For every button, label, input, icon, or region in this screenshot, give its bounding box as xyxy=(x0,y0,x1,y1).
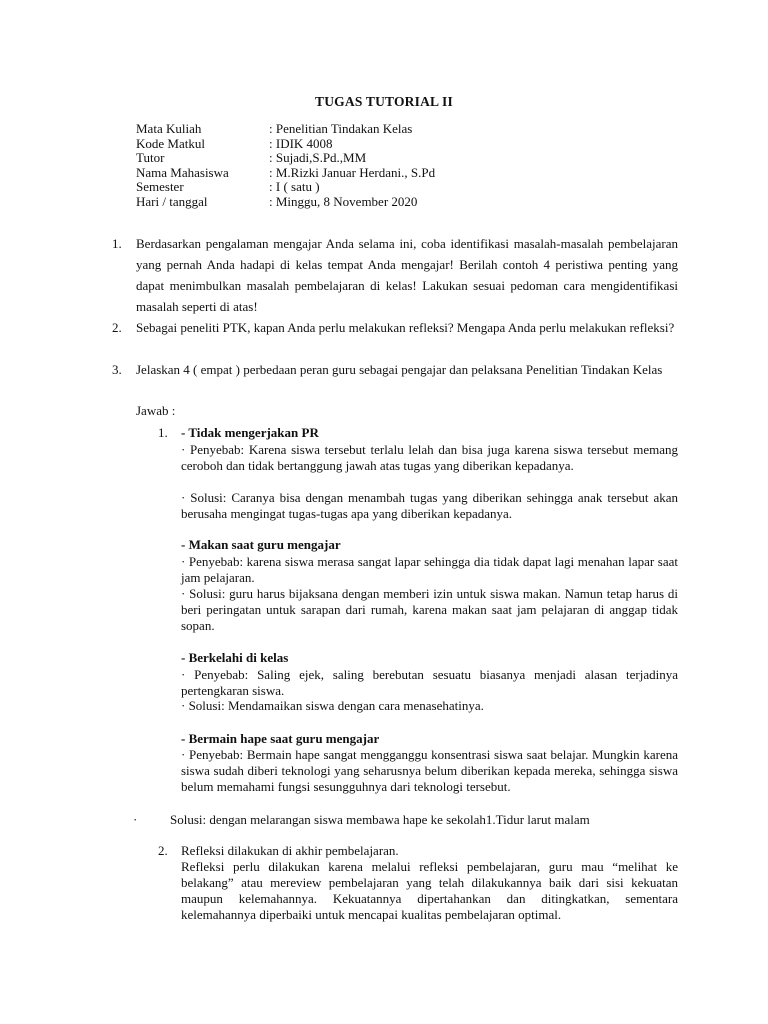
answer-2-line: Refleksi dilakukan di akhir pembelajaran. xyxy=(181,843,399,858)
question-3 xyxy=(112,359,678,380)
problem-heading: - Makan saat guru mengajar xyxy=(181,537,341,552)
info-table xyxy=(136,122,435,209)
penyebab-text: · Penyebab: Bermain hape sangat mengganggu konsentrasi siswa saat belajar. Mungkin karena siswa sudah diberi teknologi yang seharusnya belum diberikan kepada mereka, sehingga siswa belum memahami fungsi sesungguhnya dari teknologi tersebut. xyxy=(181,747,678,794)
question-text: Sebagai peneliti PTK, kapan Anda perlu melakukan refleksi? Mengapa Anda perlu melakukan refleksi? xyxy=(136,320,675,335)
page-title: TUGAS TUTORIAL II xyxy=(315,94,453,109)
question-2 xyxy=(112,317,678,338)
info-value: : Minggu, 8 November 2020 xyxy=(269,193,418,209)
jawab-label: Jawab : xyxy=(136,403,176,418)
problem-heading: - Tidak mengerjakan PR xyxy=(181,425,319,440)
solusi-text: Solusi: dengan melarangan siswa membawa hape ke sekolah1.Tidur larut malam xyxy=(170,812,590,827)
bullet-dot: · xyxy=(133,812,138,827)
info-value: : M.Rizki Januar Herdani., S.Pd xyxy=(269,164,436,180)
info-row xyxy=(136,137,435,152)
info-label: Nama Mahasiswa xyxy=(136,164,229,180)
question-text: Jelaskan 4 ( empat ) perbedaan peran guru sebagai pengajar dan pelaksana Penelitian Tindakan Kelas xyxy=(136,362,663,377)
answer-number: 2. xyxy=(158,843,168,858)
info-label: Semester xyxy=(136,179,184,194)
question-number: 2. xyxy=(112,320,122,335)
info-value: : Penelitian Tindakan Kelas xyxy=(269,121,413,136)
info-value: : I ( satu ) xyxy=(269,179,320,194)
answer-2-paragraph: Refleksi perlu dilakukan karena melalui refleksi pembelajaran, guru mau “melihat ke belakang” atau mereview pembelajaran yang telah dilakukannya baik dari sisi kekuatan maupun kelemahannya. Kekuatannya dipertahankan dan ditingkatkan, sementara kelemahannya diperbaiki untuk mencapai kualitas pembelajaran optimal. xyxy=(181,859,678,922)
info-value: : IDIK 4008 xyxy=(269,135,333,151)
info-row xyxy=(136,180,435,195)
penyebab-text: · Penyebab: Saling ejek, saling berebutan sesuatu biasanya menjadi alasan terjadinya pertengkaran siswa. xyxy=(181,667,678,698)
penyebab-text: · Penyebab: karena siswa merasa sangat lapar sehingga dia tidak dapat lagi menahan lapar saat jam pelajaran. xyxy=(181,554,678,585)
problem-heading: - Berkelahi di kelas xyxy=(181,650,289,665)
problem-heading: - Bermain hape saat guru mengajar xyxy=(181,731,380,746)
info-label: Kode Matkul xyxy=(136,135,205,151)
info-row xyxy=(136,122,435,137)
solusi-text: · Solusi: Mendamaikan siswa dengan cara menasehatinya. xyxy=(181,698,484,713)
info-row xyxy=(136,195,435,210)
info-value: : Sujadi,S.Pd.,MM xyxy=(269,150,367,165)
answer-number: 1. xyxy=(158,425,168,440)
question-1 xyxy=(112,233,678,317)
question-number: 1. xyxy=(112,236,122,251)
info-label: Mata Kuliah xyxy=(136,121,202,136)
question-text: Berdasarkan pengalaman mengajar Anda selama ini, coba identifikasi masalah-masalah pembelajaran yang pernah Anda hadapi di kelas tempat Anda mengajar! Berilah contoh 4 peristiwa penting yang dapat menimbulkan masalah pembelajaran di kelas! Lakukan sesuai pedoman cara mengidentifikasi masalah seperti di atas! xyxy=(136,236,678,314)
info-label: Hari / tanggal xyxy=(136,193,208,209)
info-label: Tutor xyxy=(136,150,165,165)
solusi-text: · Solusi: guru harus bijaksana dengan memberi izin untuk siswa makan. Namun tetap harus di beri peringatan untuk sarapan dari rumah, karena makan saat jam pelajaran di anggap tidak sopan. xyxy=(181,586,678,633)
solusi-text: · Solusi: Caranya bisa dengan menambah tugas yang diberikan sehingga anak tersebut akan berusaha mengingat tugas-tugas apa yang diberikan kepadanya. xyxy=(181,490,678,521)
info-row xyxy=(136,166,435,181)
info-row xyxy=(136,151,435,166)
question-number: 3. xyxy=(112,362,122,377)
penyebab-text: · Penyebab: Karena siswa tersebut terlalu lelah dan bisa juga karena siswa tersebut memang ceroboh dan tidak bertanggung jawah atas tugas yang diberikan kepadanya. xyxy=(181,442,678,473)
